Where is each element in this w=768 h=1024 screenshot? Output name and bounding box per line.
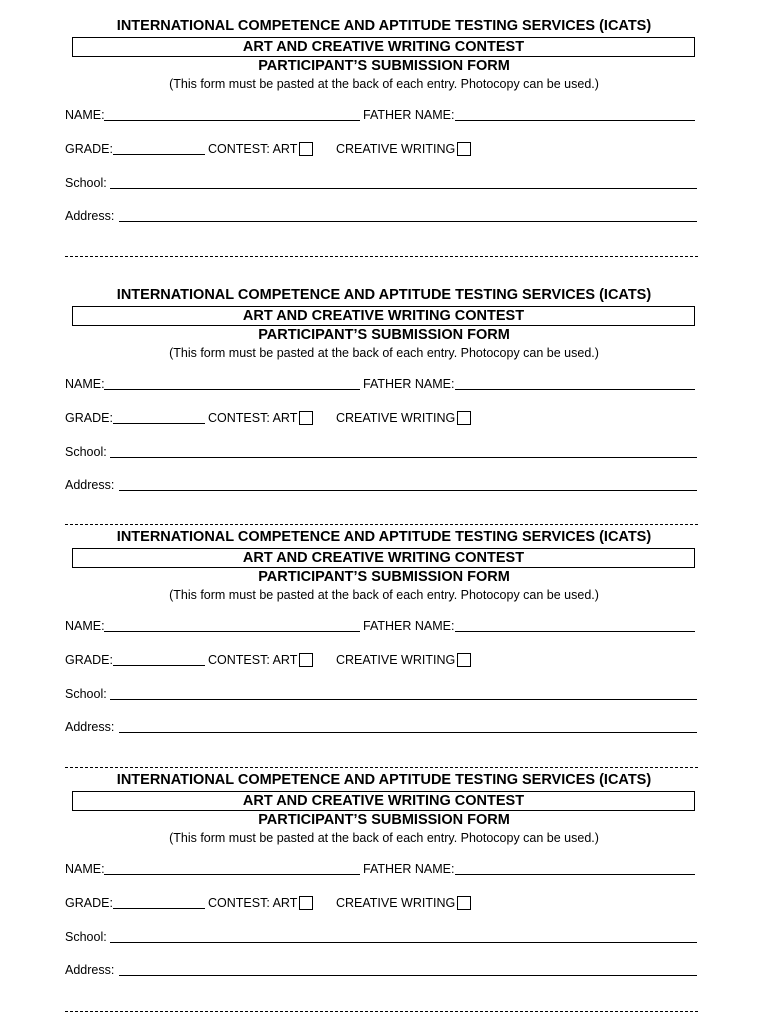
name-row (65, 859, 698, 879)
school-row (65, 927, 698, 947)
art-checkbox[interactable] (299, 896, 313, 910)
creative-writing-checkbox[interactable] (457, 411, 471, 425)
address-label: Address: (65, 963, 115, 977)
grade-field[interactable] (113, 154, 205, 155)
father-name-field[interactable] (455, 874, 695, 875)
father-name-field[interactable] (455, 389, 695, 390)
participant-submission-form (0, 771, 768, 1011)
organization-title: INTERNATIONAL COMPETENCE AND APTITUDE TESTING SERVICES (ICATS) (116, 18, 652, 34)
address-row (65, 960, 698, 980)
art-checkbox[interactable] (299, 142, 313, 156)
address-label: Address: (65, 478, 115, 492)
address-label: Address: (65, 209, 115, 223)
contest-art-label: CONTEST: ART (208, 896, 298, 910)
creative-writing-checkbox[interactable] (457, 896, 471, 910)
grade-label: GRADE: (65, 896, 113, 910)
address-field[interactable] (119, 975, 697, 976)
grade-contest-row (65, 650, 698, 670)
address-row (65, 206, 698, 226)
address-row (65, 475, 698, 495)
grade-label: GRADE: (65, 653, 113, 667)
name-field[interactable] (104, 631, 360, 632)
school-field[interactable] (110, 699, 697, 700)
name-field[interactable] (104, 874, 360, 875)
art-checkbox[interactable] (299, 653, 313, 667)
participant-submission-form (0, 528, 768, 768)
father-name-label: FATHER NAME: (363, 862, 455, 876)
father-name-field[interactable] (455, 631, 695, 632)
participant-submission-form (0, 17, 768, 257)
cut-line (65, 256, 698, 257)
name-label: NAME: (65, 862, 105, 876)
form-instructions: (This form must be pasted at the back of each entry. Photocopy can be used.) (169, 77, 599, 91)
school-field[interactable] (110, 942, 697, 943)
name-row (65, 616, 698, 636)
creative-writing-label: CREATIVE WRITING (336, 896, 456, 910)
form-instructions: (This form must be pasted at the back of each entry. Photocopy can be used.) (169, 588, 599, 602)
name-field[interactable] (104, 120, 360, 121)
grade-contest-row (65, 408, 698, 428)
school-label: School: (65, 930, 107, 944)
address-field[interactable] (119, 221, 697, 222)
form-title: PARTICIPANT’S SUBMISSION FORM (258, 569, 510, 585)
name-label: NAME: (65, 619, 105, 633)
contest-title-box: ART AND CREATIVE WRITING CONTEST (72, 791, 695, 811)
grade-field[interactable] (113, 908, 205, 909)
address-field[interactable] (119, 490, 697, 491)
grade-field[interactable] (113, 665, 205, 666)
school-field[interactable] (110, 188, 697, 189)
school-label: School: (65, 176, 107, 190)
creative-writing-checkbox[interactable] (457, 142, 471, 156)
cut-line (65, 767, 698, 768)
grade-contest-row (65, 893, 698, 913)
contest-title-box: ART AND CREATIVE WRITING CONTEST (72, 37, 695, 57)
school-label: School: (65, 687, 107, 701)
cut-line (65, 1011, 698, 1012)
name-row (65, 105, 698, 125)
contest-title-box: ART AND CREATIVE WRITING CONTEST (72, 548, 695, 568)
school-field[interactable] (110, 457, 697, 458)
school-row (65, 173, 698, 193)
form-instructions: (This form must be pasted at the back of each entry. Photocopy can be used.) (169, 346, 599, 360)
school-row (65, 684, 698, 704)
cut-line (65, 524, 698, 525)
name-label: NAME: (65, 108, 105, 122)
creative-writing-label: CREATIVE WRITING (336, 411, 456, 425)
participant-submission-form (0, 286, 768, 526)
school-row (65, 442, 698, 462)
form-title: PARTICIPANT’S SUBMISSION FORM (258, 812, 510, 828)
school-label: School: (65, 445, 107, 459)
father-name-label: FATHER NAME: (363, 377, 455, 391)
address-row (65, 717, 698, 737)
grade-field[interactable] (113, 423, 205, 424)
organization-title: INTERNATIONAL COMPETENCE AND APTITUDE TESTING SERVICES (ICATS) (116, 529, 652, 545)
grade-label: GRADE: (65, 411, 113, 425)
form-instructions: (This form must be pasted at the back of each entry. Photocopy can be used.) (169, 831, 599, 845)
contest-art-label: CONTEST: ART (208, 142, 298, 156)
contest-art-label: CONTEST: ART (208, 653, 298, 667)
address-label: Address: (65, 720, 115, 734)
creative-writing-label: CREATIVE WRITING (336, 653, 456, 667)
grade-contest-row (65, 139, 698, 159)
creative-writing-checkbox[interactable] (457, 653, 471, 667)
name-field[interactable] (104, 389, 360, 390)
contest-art-label: CONTEST: ART (208, 411, 298, 425)
art-checkbox[interactable] (299, 411, 313, 425)
father-name-label: FATHER NAME: (363, 108, 455, 122)
grade-label: GRADE: (65, 142, 113, 156)
address-field[interactable] (119, 732, 697, 733)
name-row (65, 374, 698, 394)
father-name-label: FATHER NAME: (363, 619, 455, 633)
creative-writing-label: CREATIVE WRITING (336, 142, 456, 156)
organization-title: INTERNATIONAL COMPETENCE AND APTITUDE TESTING SERVICES (ICATS) (116, 287, 652, 303)
name-label: NAME: (65, 377, 105, 391)
organization-title: INTERNATIONAL COMPETENCE AND APTITUDE TESTING SERVICES (ICATS) (116, 772, 652, 788)
form-title: PARTICIPANT’S SUBMISSION FORM (258, 327, 510, 343)
form-title: PARTICIPANT’S SUBMISSION FORM (258, 58, 510, 74)
father-name-field[interactable] (455, 120, 695, 121)
contest-title-box: ART AND CREATIVE WRITING CONTEST (72, 306, 695, 326)
